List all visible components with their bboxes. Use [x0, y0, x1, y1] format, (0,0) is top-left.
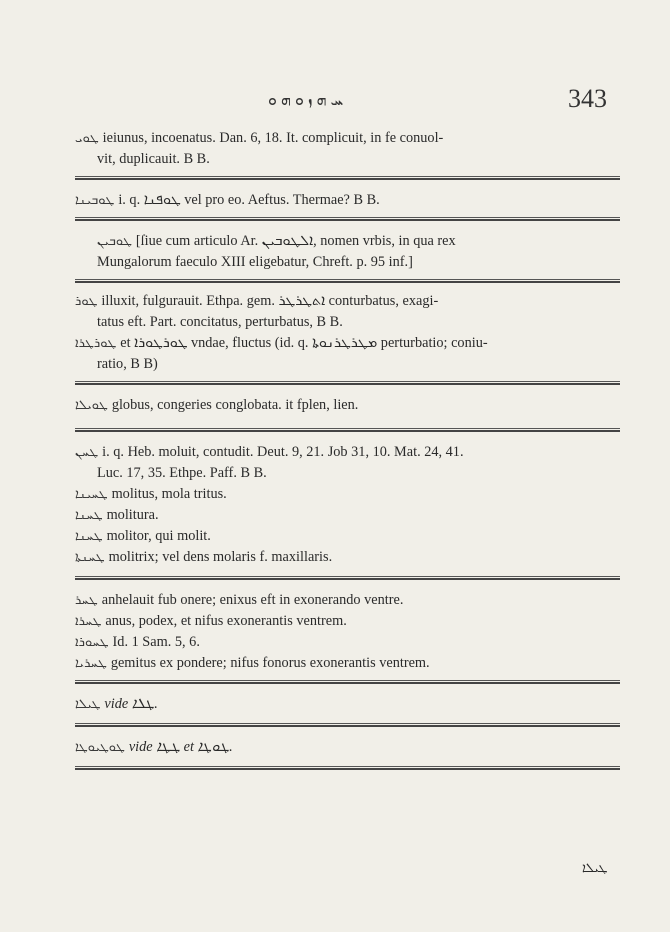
- entry-2: [75, 190, 620, 211]
- running-head-letters: ܚ ܗ ܙ ܘ ܗ ܘ: [268, 92, 344, 109]
- divider: [75, 430, 620, 432]
- entry-text: molitor, qui molit.: [106, 528, 211, 544]
- entry-headword: ܛܘܝ: [75, 131, 99, 146]
- entry-headword: ܛܝܠܐ: [75, 697, 101, 712]
- divider: [75, 682, 620, 684]
- entry-16: [75, 694, 620, 715]
- entry-text-continued: tatus eft. Part. concitatus, perturbatus, B B.: [97, 314, 343, 330]
- divider: [75, 281, 620, 283]
- entry-text: anhelauit fub onere; enixus eft in exonerando ventre.: [101, 592, 404, 608]
- entry-headword: ܛܚܪ: [75, 593, 98, 608]
- entry-12: [75, 590, 620, 674]
- entry-text: ieiunus, incoenatus. Dan. 6, 18. It. complicuit, in fe conuol-: [102, 130, 444, 146]
- divider: [75, 680, 620, 681]
- entry-17: [75, 737, 620, 758]
- entry-headword: ܛܘܛܝܘܛܐ: [75, 740, 125, 755]
- entry-text: anus, podex, et nifus exonerantis ventrem.: [105, 613, 347, 629]
- entry-text-continued: Mungalorum faeculo XIII eligebatur, Chreft. p. 95 inf.]: [97, 254, 413, 270]
- entry-text: molitus, mola tritus.: [111, 486, 227, 502]
- divider: [75, 383, 620, 385]
- entry-text: illuxit, fulgurauit. Ethpa. gem. ܐܬܛܪܛܪ conturbatus, exagi-: [101, 293, 439, 309]
- entry-headword: ܛܚܢܐ: [75, 529, 103, 544]
- entry-text: i. q. Heb. moluit, contudit. Deut. 9, 21. Job 31, 10. Mat. 24, 41.: [102, 444, 464, 460]
- entry-text: molitrix; vel dens molaris f. maxillaris.: [108, 549, 333, 565]
- divider: [75, 578, 620, 580]
- entry-4: [75, 291, 620, 375]
- divider: [75, 766, 620, 767]
- entry-text: i. q. ܛܘܦܢܐ vel pro eo. Aeftus. Thermae? B B.: [118, 192, 380, 208]
- entry-text-continued: Luc. 17, 35. Ethpe. Paff. B B.: [97, 465, 267, 481]
- entry-text: Id. 1 Sam. 5, 6.: [112, 634, 200, 650]
- entry-7: [75, 442, 620, 568]
- entry-headword: ܛܚܢܐ: [75, 508, 103, 523]
- divider: [75, 576, 620, 577]
- dictionary-entries: [75, 128, 620, 770]
- entry-headword: ܛܘܒܝܢ: [97, 234, 132, 249]
- catchword: ܛܝܠܐ: [582, 860, 608, 875]
- divider: [75, 725, 620, 727]
- entry-1: [75, 128, 620, 170]
- divider: [75, 178, 620, 180]
- entry-headword: ܛܚܪܐ: [75, 614, 102, 629]
- entry-text: molitura.: [106, 507, 159, 523]
- page-header: [0, 84, 670, 120]
- entry-text: [ſiue cum articulo Ar. ܐܠܛܘܒܝܢ, nomen vrbis, in qua rex: [135, 233, 456, 249]
- entry-3: [75, 231, 620, 273]
- divider: [75, 381, 620, 382]
- divider: [75, 428, 620, 429]
- entry-text: vide ܛܛܐ et ܛܘܛܐ.: [128, 739, 233, 755]
- entry-headword: ܛܘܒܝܢܐ: [75, 193, 115, 208]
- entry-headword: ܛܘܝܠܐ: [75, 398, 108, 413]
- entry-headword: ܛܚܪܝܐ: [75, 656, 107, 671]
- entry-text: vide ܛܠܐ.: [104, 696, 158, 712]
- entry-headword: ܛܚܢ: [75, 445, 99, 460]
- entry-headword: ܛܚܢܬܐ: [75, 550, 105, 565]
- divider: [75, 217, 620, 218]
- divider: [75, 768, 620, 770]
- entry-headword: ܛܘܪ: [75, 294, 98, 309]
- divider: [75, 219, 620, 221]
- divider: [75, 176, 620, 177]
- entry-headword: ܛܚܝܢܐ: [75, 487, 108, 502]
- entry-text: et ܛܘܪܛܘܪܐ vndae, fluctus (id. q. ܡܛܪܛܪܢܘܬܐ perturbatio; coniu-: [120, 335, 488, 351]
- divider: [75, 723, 620, 724]
- entry-headword: ܛܘܪܛܪܐ: [75, 336, 117, 351]
- entry-text: globus, congeries conglobata. it fplen, lien.: [111, 397, 359, 413]
- entry-headword: ܛܚܘܪܐ: [75, 635, 109, 650]
- entry-text: gemitus ex pondere; nifus fonorus exonerantis ventrem.: [110, 655, 430, 671]
- entry-6: [75, 395, 620, 416]
- page-number: 343: [568, 84, 607, 113]
- entry-text-continued: vit, duplicauit. B B.: [97, 151, 210, 167]
- divider: [75, 279, 620, 280]
- entry-text-continued: ratio, B B): [97, 356, 158, 372]
